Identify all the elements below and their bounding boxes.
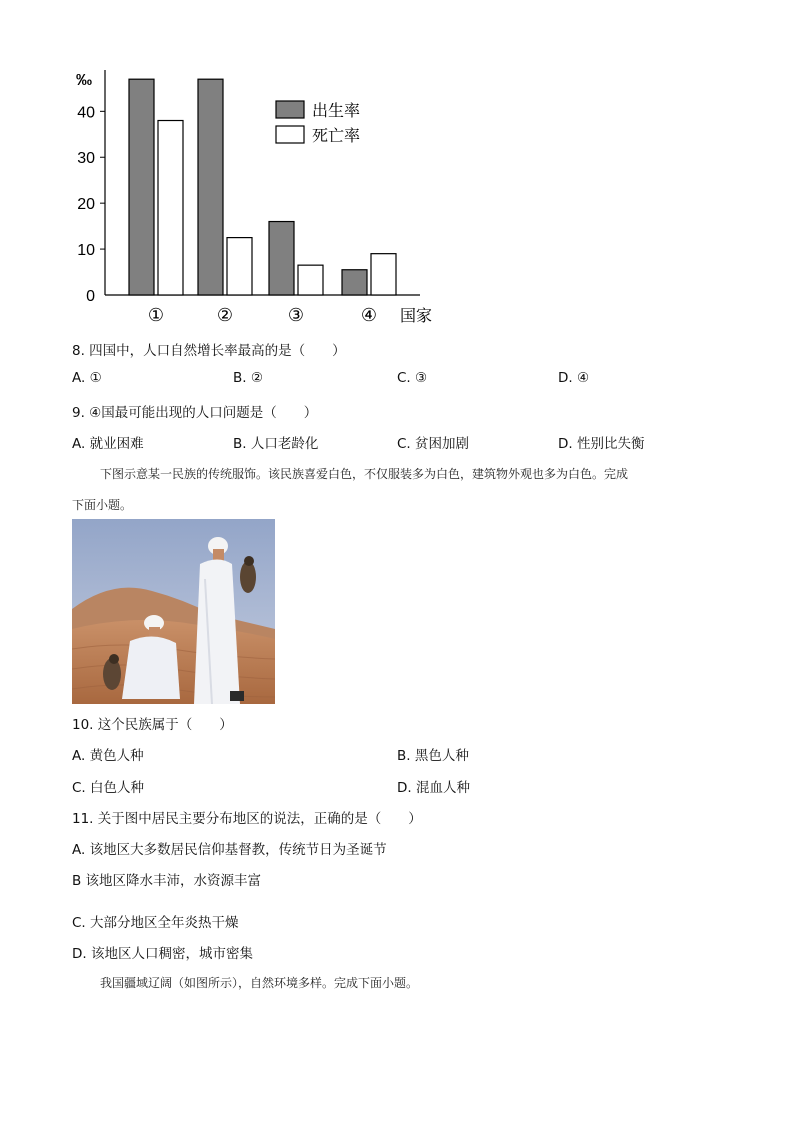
- x-tick-label: ②: [216, 305, 234, 326]
- q11-option-a[interactable]: A. 该地区大多数居民信仰基督教，传统节日为圣诞节: [72, 842, 387, 858]
- y-tick-label: 0: [86, 288, 95, 305]
- legend-swatch: [276, 101, 304, 118]
- bar-birth-rate: [342, 270, 367, 295]
- birth-death-rate-chart: [60, 62, 460, 327]
- q11-stem: 11. 关于图中居民主要分布地区的说法，正确的是（ ）: [72, 811, 422, 827]
- desert-photo: [72, 519, 275, 704]
- q9-option-c[interactable]: C. 贫困加剧: [397, 436, 470, 452]
- x-tick-label: ③: [287, 305, 305, 326]
- legend-label: 出生率: [312, 101, 361, 120]
- q9-option-a[interactable]: A. 就业困难: [72, 436, 144, 452]
- bar-death-rate: [227, 238, 252, 295]
- bar-birth-rate: [198, 79, 223, 295]
- q11-option-d[interactable]: D. 该地区人口稠密，城市密集: [72, 946, 253, 962]
- legend-label: 死亡率: [312, 126, 361, 145]
- intro-text-line2: 下面小题。: [72, 498, 133, 512]
- q10-option-b[interactable]: B. 黑色人种: [397, 748, 469, 764]
- y-tick-label: 10: [77, 242, 95, 260]
- y-tick-label: 40: [77, 104, 95, 122]
- q10-option-c[interactable]: C. 白色人种: [72, 780, 145, 796]
- legend-swatch: [276, 126, 304, 143]
- bar-death-rate: [158, 121, 183, 295]
- bar-death-rate: [371, 254, 396, 295]
- q8-option-b[interactable]: B. ②: [233, 370, 263, 386]
- bar-birth-rate: [129, 79, 154, 295]
- y-tick-label: 30: [77, 150, 95, 168]
- q10-option-d[interactable]: D. 混血人种: [397, 780, 470, 796]
- q8-option-a[interactable]: A. ①: [72, 370, 102, 386]
- q8-stem: 8. 四国中，人口自然增长率最高的是（ ）: [72, 343, 346, 359]
- x-axis-label: 国家: [400, 306, 433, 325]
- q9-option-b[interactable]: B. 人口老龄化: [233, 436, 319, 452]
- q9-option-d[interactable]: D. 性别比失衡: [558, 436, 645, 452]
- y-tick-label: 20: [77, 196, 95, 214]
- q11-option-b[interactable]: B 该地区降水丰沛，水资源丰富: [72, 873, 262, 889]
- q8-option-d[interactable]: D. ④: [558, 370, 590, 386]
- q8-option-c[interactable]: C. ③: [397, 370, 428, 386]
- q10-stem: 10. 这个民族属于（ ）: [72, 717, 233, 733]
- x-tick-label: ①: [147, 305, 165, 326]
- intro2-text: 我国疆域辽阔（如图所示），自然环境多样。完成下面小题。: [100, 976, 419, 990]
- bar-birth-rate: [269, 222, 294, 295]
- intro-text-line1: 下图示意某一民族的传统服饰。该民族喜爱白色，不仅服装多为白色，建筑物外观也多为白色。完成: [100, 467, 629, 481]
- bar-death-rate: [298, 265, 323, 295]
- q9-stem: 9. ④国最可能出现的人口问题是（ ）: [72, 405, 318, 421]
- q11-option-c[interactable]: C. 大部分地区全年炎热干燥: [72, 915, 239, 931]
- y-axis-unit: ‰: [76, 72, 92, 89]
- q10-option-a[interactable]: A. 黄色人种: [72, 748, 144, 764]
- x-tick-label: ④: [360, 305, 378, 326]
